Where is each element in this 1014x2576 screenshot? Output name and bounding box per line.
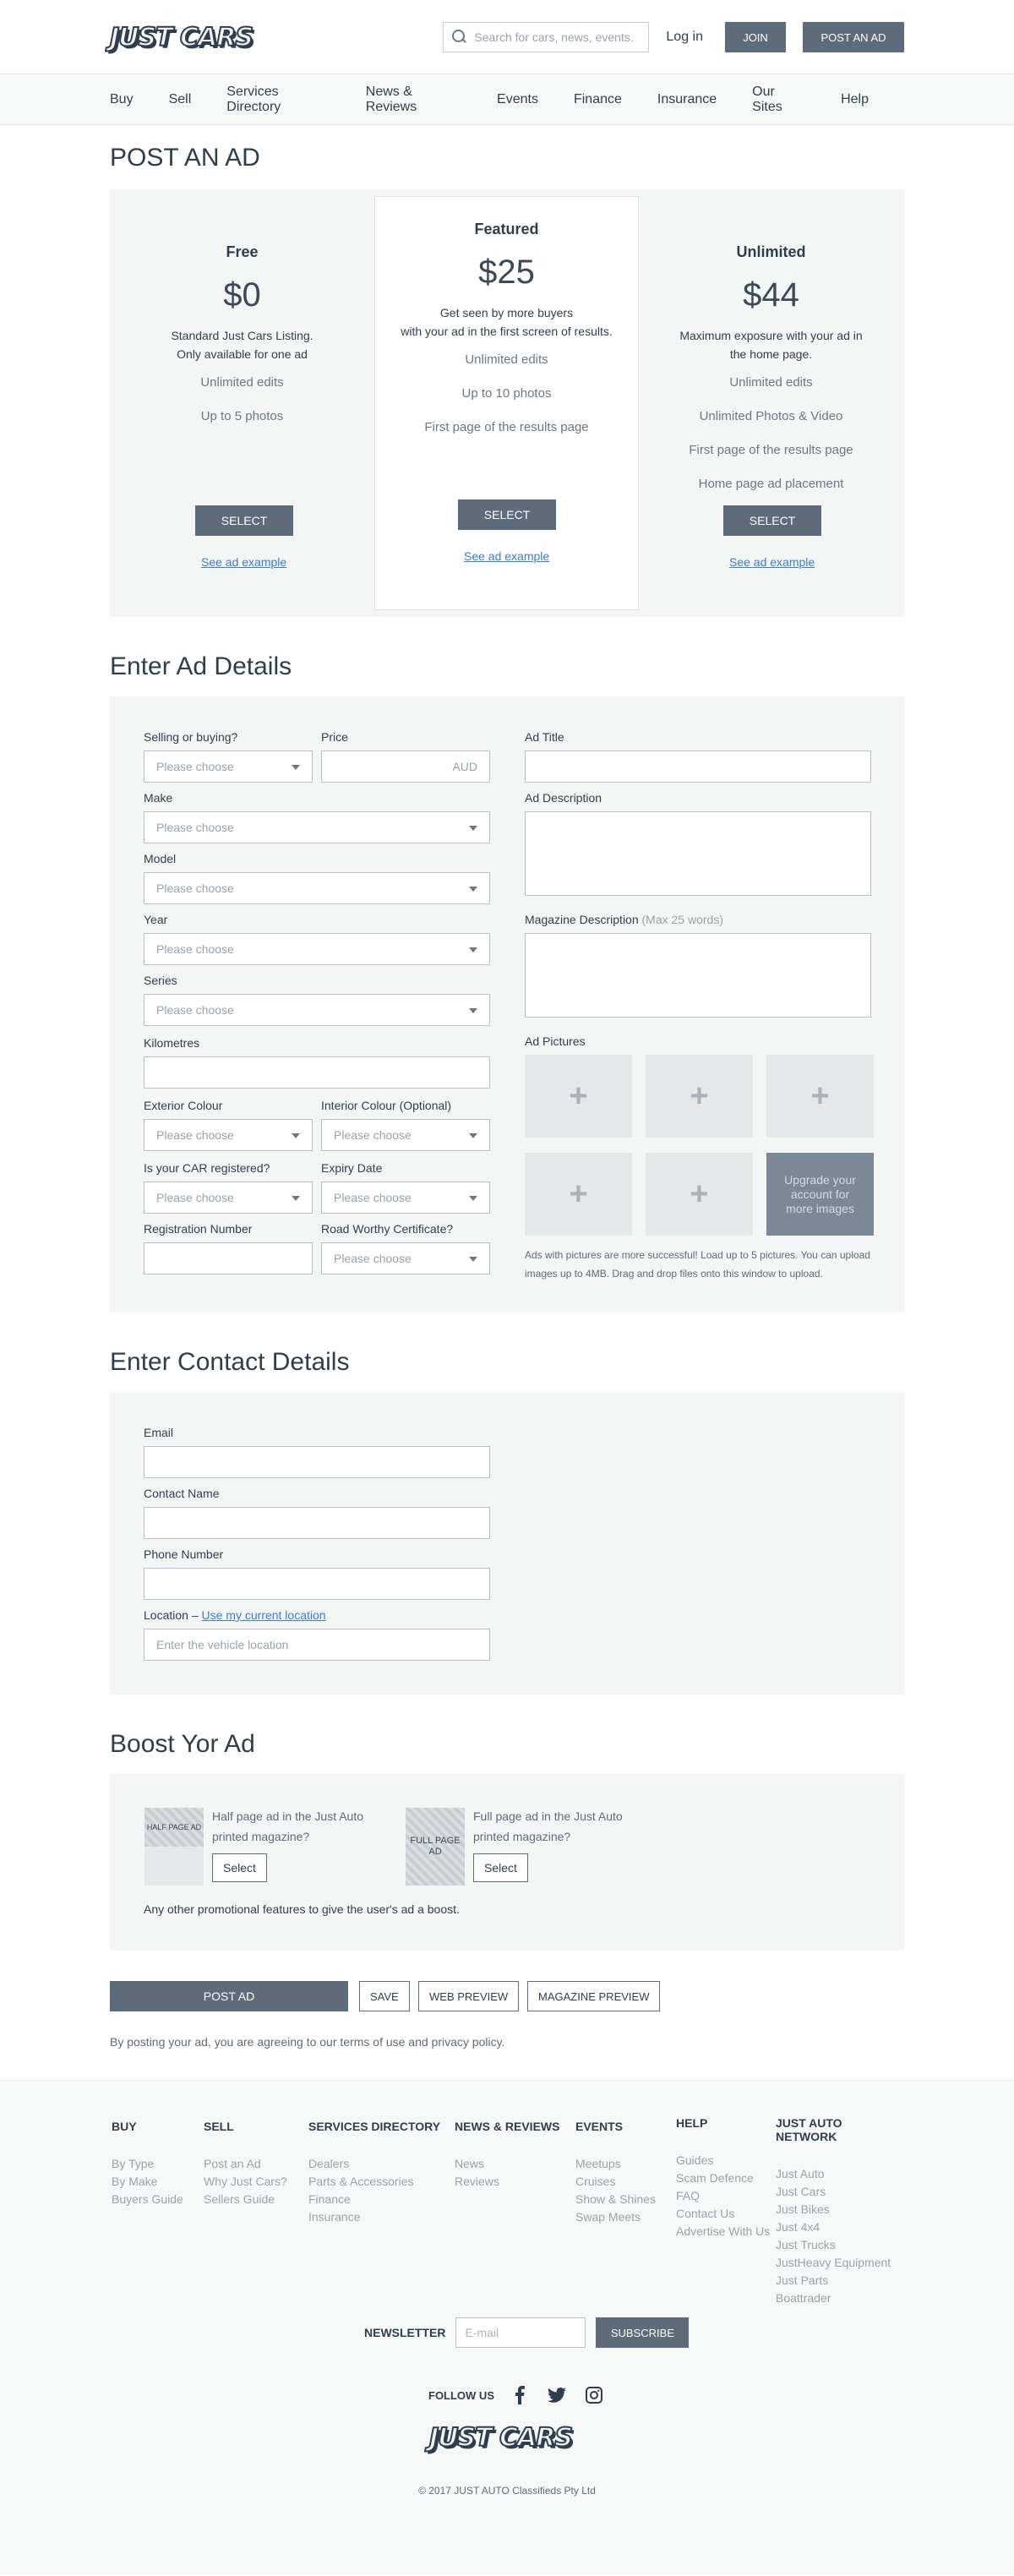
pictures-note: Ads with pictures are more successful! Load up to 5 pictures. You can upload images up to 4MB. Drag and drop files onto this window to upload. [525,1249,870,1280]
int-colour-label: Interior Colour (Optional) [321,1099,452,1112]
follow-us [428,2385,621,2405]
plan-feature: Unlimited Photos & Video [699,409,843,423]
make-label: Make [144,791,173,805]
add-picture-slot[interactable] [525,1153,632,1236]
model-select[interactable]: Please choose [144,872,490,904]
contact-details-title: Enter Contact Details [110,1348,350,1376]
magazine-description-textarea[interactable] [525,933,871,1018]
footer-link[interactable]: Reviews [455,2175,499,2188]
newsletter-email-input[interactable] [455,2317,586,2348]
footer-link[interactable]: Boattrader [776,2291,831,2305]
footer-link[interactable]: Why Just Cars? [204,2175,287,2188]
footer-link[interactable]: Cruises [575,2175,616,2188]
page-title: POST AN AD [110,144,260,172]
select-unlimited-button[interactable]: SELECT [723,505,821,536]
plan-price: $0 [223,276,261,314]
nav-item-insurance[interactable]: Insurance [657,92,717,106]
expiry-select[interactable]: Please choose [321,1182,490,1214]
footer-link[interactable]: Buyers Guide [112,2192,183,2206]
plan-feature: Home page ad placement [698,477,844,491]
footer-link[interactable]: Finance [308,2192,351,2206]
magazine-preview-button[interactable]: MAGAZINE PREVIEW [527,1981,660,2011]
footer-link[interactable]: Dealers [308,2157,350,2170]
nav-item-services-directory[interactable]: Services Directory [226,85,281,114]
plus-icon: + [569,1176,588,1212]
top-header [0,0,1014,74]
copyright: © 2017 JUST AUTO Classifieds Pty Ltd [418,2485,596,2497]
footer-link[interactable]: News [455,2157,485,2170]
rego-label: Registration Number [144,1222,253,1236]
plan-free [110,196,374,617]
footer-link[interactable]: Parts & Accessories [308,2175,414,2188]
search-input[interactable] [474,30,635,44]
location-field[interactable]: Enter the vehicle location [144,1629,490,1661]
plus-icon: + [810,1078,830,1114]
save-button[interactable]: SAVE [359,1981,410,2011]
footer-link[interactable]: Just 4x4 [776,2220,820,2234]
plan-description: Get seen by more buyers with your ad in the first screen of results. [401,306,613,338]
see-ad-example-link[interactable]: See ad example [729,555,815,569]
twitter-icon[interactable] [547,2385,567,2405]
nav-item-news-reviews[interactable]: News & Reviews [365,85,417,114]
plan-featured [374,196,639,610]
footer-link[interactable]: Insurance [308,2210,361,2224]
contact-details-panel [110,1392,904,1695]
subscribe-button[interactable]: SUBSCRIBE [596,2317,689,2348]
plan-feature: Unlimited edits [200,375,284,390]
location-label: Location – Use my current location [144,1608,326,1622]
boost-title: Boost Yor Ad [110,1730,255,1758]
full-page-thumbnail: FULL PAGE AD [406,1808,465,1886]
plus-icon: + [569,1078,588,1114]
add-picture-slot[interactable] [766,1055,874,1138]
footer-link[interactable]: Just Bikes [776,2202,830,2216]
footer-col-news: NEWS & REVIEWS News Reviews [455,2120,559,2191]
rego-input[interactable] [144,1242,313,1274]
footer-link[interactable]: By Type [112,2157,155,2170]
ad-pictures-label: Ad Pictures [525,1034,586,1048]
series-label: Series [144,974,177,987]
follow-us-label: FOLLOW US [428,2388,494,2402]
contact-name-field[interactable] [144,1507,490,1539]
footer-logo-text: JUST CARS [429,2423,572,2453]
footer-col-events: EVENTS Meetups Cruises Show & Shines Swap Meets [575,2120,656,2226]
plus-icon: + [690,1078,709,1114]
join-button[interactable]: JOIN [725,22,786,52]
plan-unlimited [639,196,903,617]
make-select[interactable]: Please choose [144,811,490,843]
nav-item-help[interactable]: Help [841,92,869,106]
ad-description-label: Ad Description [525,791,602,805]
nav-item-sell[interactable]: Sell [168,92,192,106]
year-label: Year [144,913,168,926]
upgrade-account-tile[interactable]: Upgrade your account for more images [766,1153,874,1236]
footer-link[interactable]: Just Cars [776,2185,826,2198]
boost-note: Any other promotional features to give the user's ad a boost. [144,1902,460,1916]
model-label: Model [144,852,177,865]
magazine-description-label: Magazine Description (Max 25 words) [525,913,723,926]
post-ad-button[interactable]: POST AD [110,1981,348,2011]
plan-feature: First page of the results page [424,420,589,434]
selling-select[interactable]: Please choose [144,750,313,783]
select-full-page-button[interactable]: Select [473,1853,528,1882]
terms-text: By posting your ad, you are agreeing to our terms of use and privacy policy. [110,2035,505,2049]
int-colour-select[interactable]: Please choose [321,1119,490,1151]
footer-col-help: HELP Guides Scam Defence FAQ Contact Us Advertise With Us [676,2116,770,2240]
plan-name: Unlimited [736,243,806,260]
search-icon[interactable] [452,30,467,45]
plan-name: Featured [474,221,539,237]
logo-text: JUST CARS [110,22,253,52]
use-current-location-link[interactable]: Use my current location [201,1608,326,1622]
footer-link[interactable]: Post an Ad [204,2157,261,2170]
plan-feature: Unlimited edits [729,375,813,390]
series-select[interactable]: Please choose [144,994,490,1026]
footer-link[interactable]: By Make [112,2175,158,2188]
ext-colour-label: Exterior Colour [144,1099,223,1112]
facebook-icon[interactable] [510,2385,530,2405]
footer-link[interactable]: Swap Meets [575,2210,641,2224]
newsletter-form [364,2317,689,2348]
ad-details-title: Enter Ad Details [110,652,292,680]
footer-link[interactable]: Just Auto [776,2167,825,2180]
instagram-icon[interactable] [584,2385,604,2405]
plan-feature: Up to 5 photos [200,409,284,423]
nav-item-our-sites[interactable]: Our Sites [752,85,782,114]
nav-item-buy[interactable]: Buy [110,92,134,106]
price-label: Price [321,730,348,744]
add-picture-slot[interactable] [525,1055,632,1138]
contact-name-label: Contact Name [144,1487,220,1500]
footer-link[interactable]: Contact Us [676,2207,735,2220]
plan-description: Standard Just Cars Listing. Only available for one ad [171,329,313,361]
phone-label: Phone Number [144,1547,224,1561]
plan-feature: Unlimited edits [465,352,548,367]
footer-link[interactable]: JustHeavy Equipment [776,2256,891,2269]
main-nav [0,74,1014,125]
site-logo[interactable] [110,23,253,52]
footer [0,2080,1014,2575]
registered-select[interactable]: Please choose [144,1182,313,1214]
km-input[interactable] [144,1056,490,1089]
footer-col-network: JUST AUTO NETWORK Just Auto Just Cars Just Bikes Just 4x4 Just Trucks JustHeavy Equipment Just Parts Boattrader [776,2116,904,2307]
price-input[interactable]: AUD [321,750,490,783]
selling-label: Selling or buying? [144,730,238,744]
email-field[interactable] [144,1446,490,1478]
see-ad-example-link[interactable]: See ad example [464,549,550,563]
web-preview-button[interactable]: WEB PREVIEW [418,1981,519,2011]
ad-details-panel [110,696,904,1313]
footer-link[interactable]: Sellers Guide [204,2192,275,2206]
footer-col-sell: SELL Post an Ad Why Just Cars? Sellers Guide [204,2120,287,2208]
half-page-text: Half page ad in the Just Auto printed magazine? [212,1809,364,1843]
footer-link[interactable]: Just Parts [776,2273,829,2287]
phone-field[interactable] [144,1568,490,1600]
pricing-plans [110,189,904,617]
plan-price: $25 [478,254,535,291]
login-link[interactable]: Log in [666,30,703,44]
footer-link[interactable]: Guides [676,2153,714,2167]
plan-feature: Up to 10 photos [461,386,552,401]
select-featured-button[interactable]: SELECT [458,499,556,530]
post-ad-header-button[interactable]: POST AN AD [803,22,904,52]
newsletter-label: NEWSLETTER [364,2326,446,2339]
boost-panel [110,1774,904,1951]
footer-link[interactable]: Meetups [575,2157,621,2170]
registered-label: Is your CAR registered? [144,1161,270,1175]
half-page-thumbnail: HALF PAGE AD [144,1808,204,1886]
plus-icon: + [690,1176,709,1212]
footer-col-services: SERVICES DIRECTORY Dealers Parts & Accessories Finance Insurance [308,2120,440,2226]
footer-link[interactable]: FAQ [676,2189,701,2202]
ad-title-label: Ad Title [525,730,564,744]
nav-item-finance[interactable]: Finance [573,92,622,106]
search-box[interactable] [443,22,649,52]
footer-link[interactable]: Advertise With Us [676,2224,771,2238]
roadworthy-select[interactable]: Please choose [321,1242,490,1274]
full-page-text: Full page ad in the Just Auto printed magazine? [473,1809,623,1843]
add-picture-slot[interactable] [646,1055,753,1138]
select-half-page-button[interactable]: Select [212,1853,267,1882]
form-actions [110,1951,904,2067]
select-free-button[interactable]: SELECT [195,505,293,536]
km-label: Kilometres [144,1036,200,1050]
expiry-label: Expiry Date [321,1161,383,1175]
footer-logo[interactable] [429,2423,572,2453]
nav-item-events[interactable]: Events [497,92,538,106]
plan-price: $44 [743,276,799,314]
footer-link[interactable]: Scam Defence [676,2171,754,2185]
footer-link[interactable]: Show & Shines [575,2192,656,2206]
footer-link[interactable]: Just Trucks [776,2238,836,2251]
see-ad-example-link[interactable]: See ad example [201,555,287,569]
plan-name: Free [226,243,259,260]
ad-title-input[interactable] [525,750,871,783]
footer-col-buy: BUY By Type By Make Buyers Guide [112,2120,183,2208]
year-select[interactable]: Please choose [144,933,490,965]
roadworthy-label: Road Worthy Certificate? [321,1222,454,1236]
add-picture-slot[interactable] [646,1153,753,1236]
email-label: Email [144,1426,174,1439]
ext-colour-select[interactable]: Please choose [144,1119,313,1151]
ad-description-textarea[interactable] [525,811,871,896]
plan-description: Maximum exposure with your ad in the home page. [679,329,863,361]
plan-feature: First page of the results page [689,443,853,457]
